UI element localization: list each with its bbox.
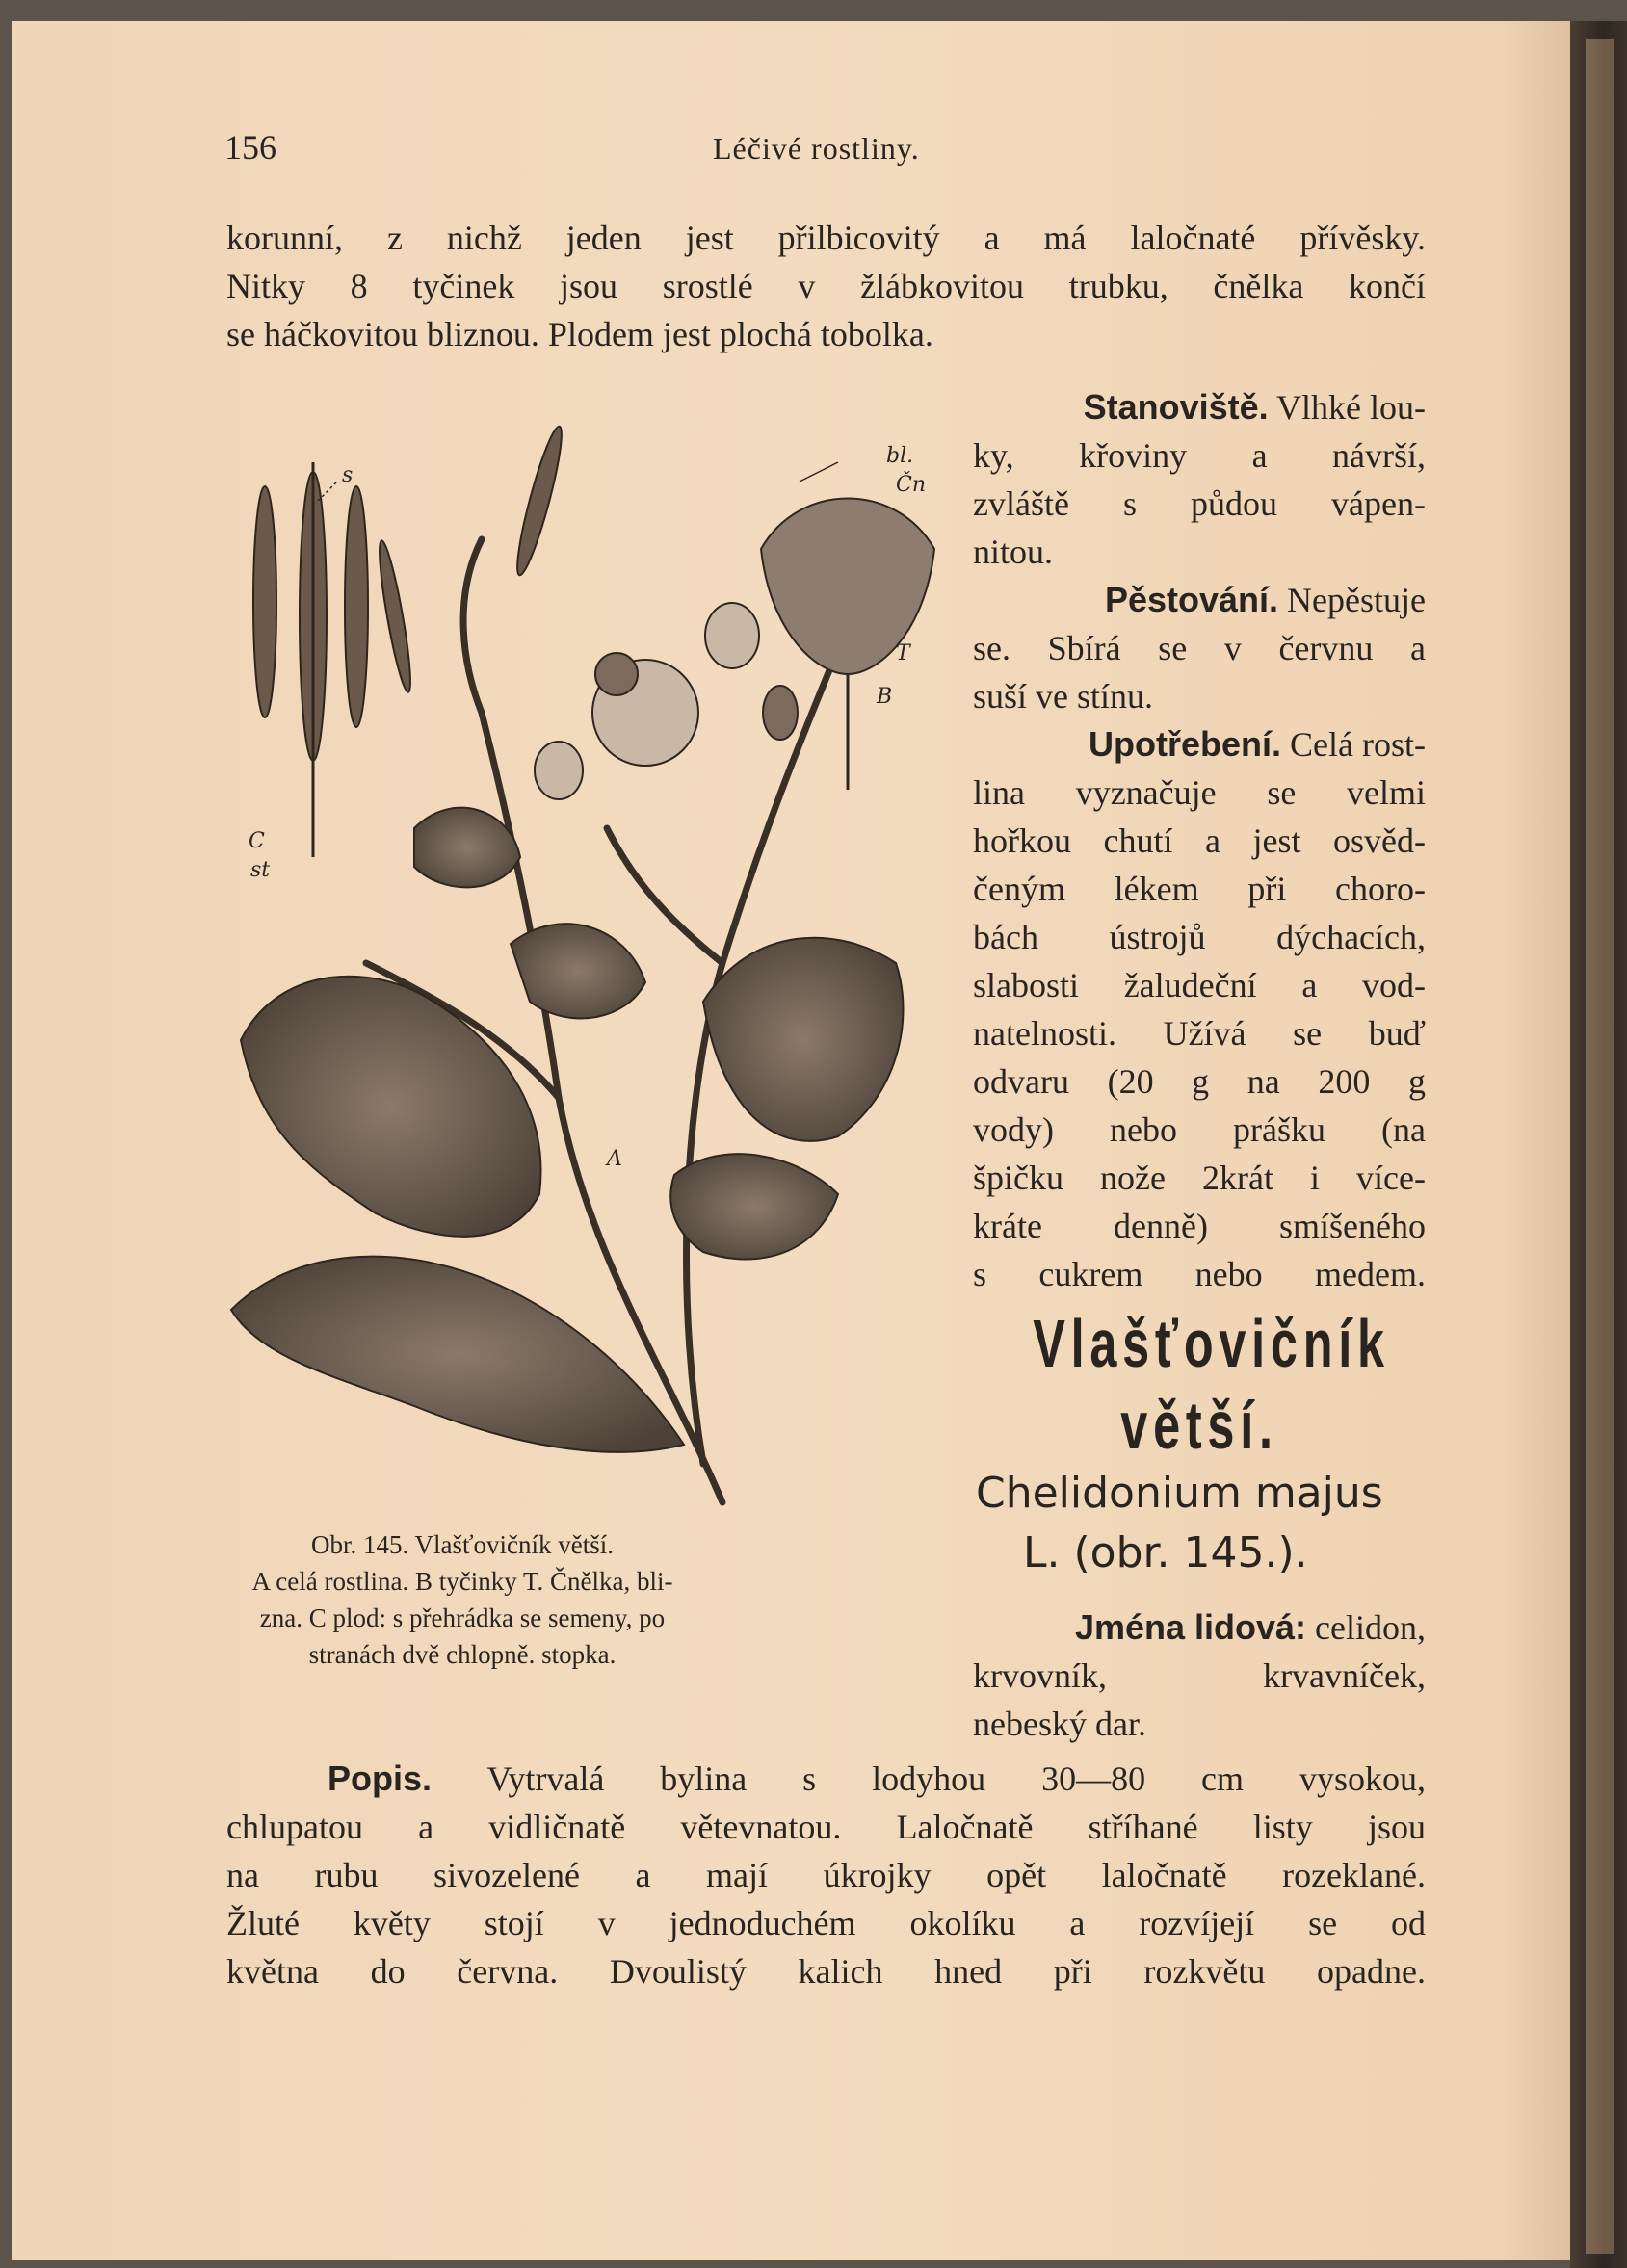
text-line xyxy=(226,1755,1426,1803)
text-fragment: Nepěstuje xyxy=(1287,581,1426,619)
text-line: bách ústrojů dýchacích, xyxy=(973,918,1426,956)
caption-line: Obr. 145. Vlašťovičník větší. xyxy=(310,1530,615,1559)
text-line: s cukrem nebo medem. xyxy=(973,1255,1426,1293)
text-line xyxy=(973,576,1426,624)
stamen-detail xyxy=(761,462,934,790)
plant-name-line1: Vlašťovičník xyxy=(1033,1306,1390,1381)
text-line: vody) nebo prášku (na xyxy=(973,1110,1426,1149)
text-line: se. Sbírá se v červnu a xyxy=(973,629,1426,667)
text-fragment: celidon, xyxy=(1315,1608,1426,1647)
caption-line: stranách dvě chlopně. stopka. xyxy=(308,1640,617,1669)
pestovani-label: Pěstování. xyxy=(1104,580,1279,619)
sidebar-text xyxy=(973,383,1426,1298)
latin-name-line1: Chelidonium majus xyxy=(976,1469,1383,1518)
label-t: T xyxy=(896,641,910,665)
text-line: krvovník, krvavníček, xyxy=(973,1656,1426,1695)
text-fragment: Celá rost- xyxy=(1290,725,1426,764)
fruit-pods xyxy=(253,462,368,857)
label-b: B xyxy=(877,685,893,709)
label-a: A xyxy=(607,1147,622,1171)
text-line: nitou. xyxy=(973,533,1054,571)
label-c: C xyxy=(249,829,265,853)
folk-names xyxy=(973,1603,1426,1748)
text-line: lina vyznačuje se velmi xyxy=(973,773,1426,812)
popis-label: Popis. xyxy=(328,1759,433,1798)
description-paragraph xyxy=(226,1755,1426,1995)
text-line: ky, křoviny a návrší, xyxy=(973,436,1426,475)
text-fragment: Vlhké lou- xyxy=(1276,388,1426,427)
caption-line: zna. C plod: s přehrádka se semeny, po xyxy=(259,1603,666,1632)
text-line: května do června. Dvoulistý kalich hned při rozkvětu opadne. xyxy=(226,1952,1426,1991)
text-line: chlupatou a vidličnatě větevnatou. Laločnatě stříhané listy jsou xyxy=(226,1808,1426,1846)
text-line: na rubu sivozelené a mají úkrojky opět laločnatě rozeklané. xyxy=(226,1856,1426,1894)
intro-paragraph xyxy=(226,214,1426,358)
upotrebeni-label: Upotřebení. xyxy=(1089,724,1282,764)
running-header: Léčivé rostliny. xyxy=(713,131,920,166)
stanoviste-label: Stanoviště. xyxy=(1083,387,1269,427)
text-line: se háčkovitou bliznou. Plodem jest plochá tobolka. xyxy=(226,315,933,353)
page-number: 156 xyxy=(224,128,276,167)
figure-caption xyxy=(222,1526,703,1673)
text-line: slabosti žaludeční a vod- xyxy=(973,966,1426,1004)
jmena-label: Jména lidová: xyxy=(1074,1607,1307,1647)
text-line: špičku nože 2krát i více- xyxy=(973,1159,1426,1197)
text-line xyxy=(973,720,1426,769)
plant-name-line2: větší. xyxy=(1120,1388,1278,1463)
text-line xyxy=(973,1603,1426,1652)
caption-line: A celá rostlina. B tyčinky T. Čnělka, bli- xyxy=(251,1567,673,1596)
label-cn: Čn xyxy=(896,473,927,497)
latin-name-line2: L. (obr. 145.). xyxy=(1023,1528,1308,1577)
text-line: Žluté květy stojí v jednoduchém okolíku a rozvíjejí se od xyxy=(226,1904,1426,1942)
text-line: suší ve stínu. xyxy=(973,677,1154,716)
text-line: odvaru (20 g na 200 g xyxy=(973,1062,1426,1101)
label-s: s xyxy=(342,463,354,487)
text-line: zvláště s půdou vápen- xyxy=(973,484,1426,523)
label-st: st xyxy=(250,858,271,882)
text-line: natelnosti. Užívá se buď xyxy=(973,1014,1426,1053)
text-line xyxy=(973,383,1426,431)
plant-illustration xyxy=(222,424,954,1531)
text-line: Nitky 8 tyčinek jsou srostlé v žlábkovitou trubku, čnělka končí xyxy=(226,267,1426,305)
text-line: nebeský dar. xyxy=(973,1705,1146,1743)
text-line: čeným lékem při choro- xyxy=(973,870,1426,908)
label-bl: bl. xyxy=(886,444,914,468)
page-edge xyxy=(1586,39,1614,2254)
text-line: korunní, z nichž jeden jest přilbicovitý a má laločnaté přívěsky. xyxy=(226,219,1426,257)
flowers xyxy=(535,603,798,799)
text-fragment: Vytrvalá bylina s lodyhou 30—80 cm vysokou, xyxy=(486,1760,1426,1798)
text-line: kráte denně) smíšeného xyxy=(973,1207,1426,1245)
text-line: hořkou chutí a jest osvěd- xyxy=(973,821,1426,860)
